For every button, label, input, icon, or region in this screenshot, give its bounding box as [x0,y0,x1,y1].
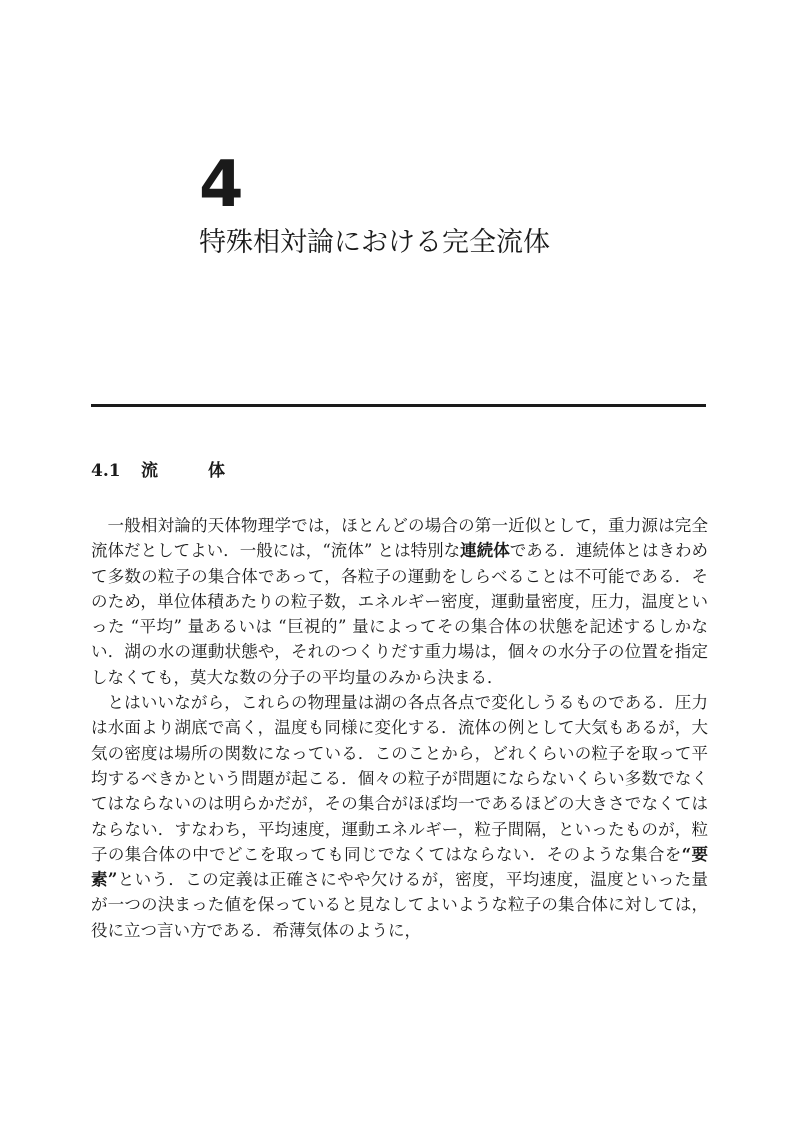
section-title: 流体 [141,461,275,481]
body-text [91,513,708,943]
paragraph [91,690,708,943]
term-element: “要素” [91,844,708,890]
paragraph-text: である．連続体とはきわめて多数の粒子の集合体であって，各粒子の運動をしらべることは不可能である．そのため，単位体積あたりの粒子数，エネルギー密度，運動量密度，圧力，温度といった “平均” 量あるいは “巨視的” 量によってその集合体の状態を記述するしかない．湖の水の運動状態や，それのつくりだす重力場は，個々の水分子の位置を指定しなくても，莫大な数の分子の平均量のみから決まる． [91,541,709,687]
paragraph-text: という．この定義は正確さにやや欠けるが，密度，平均速度，温度といった量が一つの決まった値を保っていると見なしてよいような粒子の集合体に対しては，役に立つ言い方である．希薄気体のように， [91,870,708,940]
paragraph [91,513,708,690]
section-number: 4.1 [91,461,121,481]
paragraph-text: とはいいながら，これらの物理量は湖の各点各点で変化しうるものである．圧力は水面より湖底で高く，温度も同様に変化する．流体の例として大気もあるが，大気の密度は場所の関数になっている．このことから，どれくらいの粒子を取って平均するべきかという問題が起こる．個々の粒子が問題にならないくらい多数でなくてはならないのは明らかだが，その集合がほぼ均一であるほどの大きさでなくてはならない．すなわち，平均速度，運動エネルギー，粒子間隔，といったものが，粒子の集合体の中でどこを取っても同じでなくてはならない．そのような集合を [91,693,708,864]
term-continuum: 連続体 [460,541,510,561]
chapter-title: 特殊相対論における完全流体 [199,227,550,258]
chapter-number: 4 [199,148,243,222]
paragraph-text: 一般相対論的天体物理学では，ほとんどの場合の第一近似として，重力源は完全流体だとしてよい．一般には，“流体” とは特別な [91,516,708,561]
section-heading [91,459,275,483]
chapter-divider [91,404,706,407]
